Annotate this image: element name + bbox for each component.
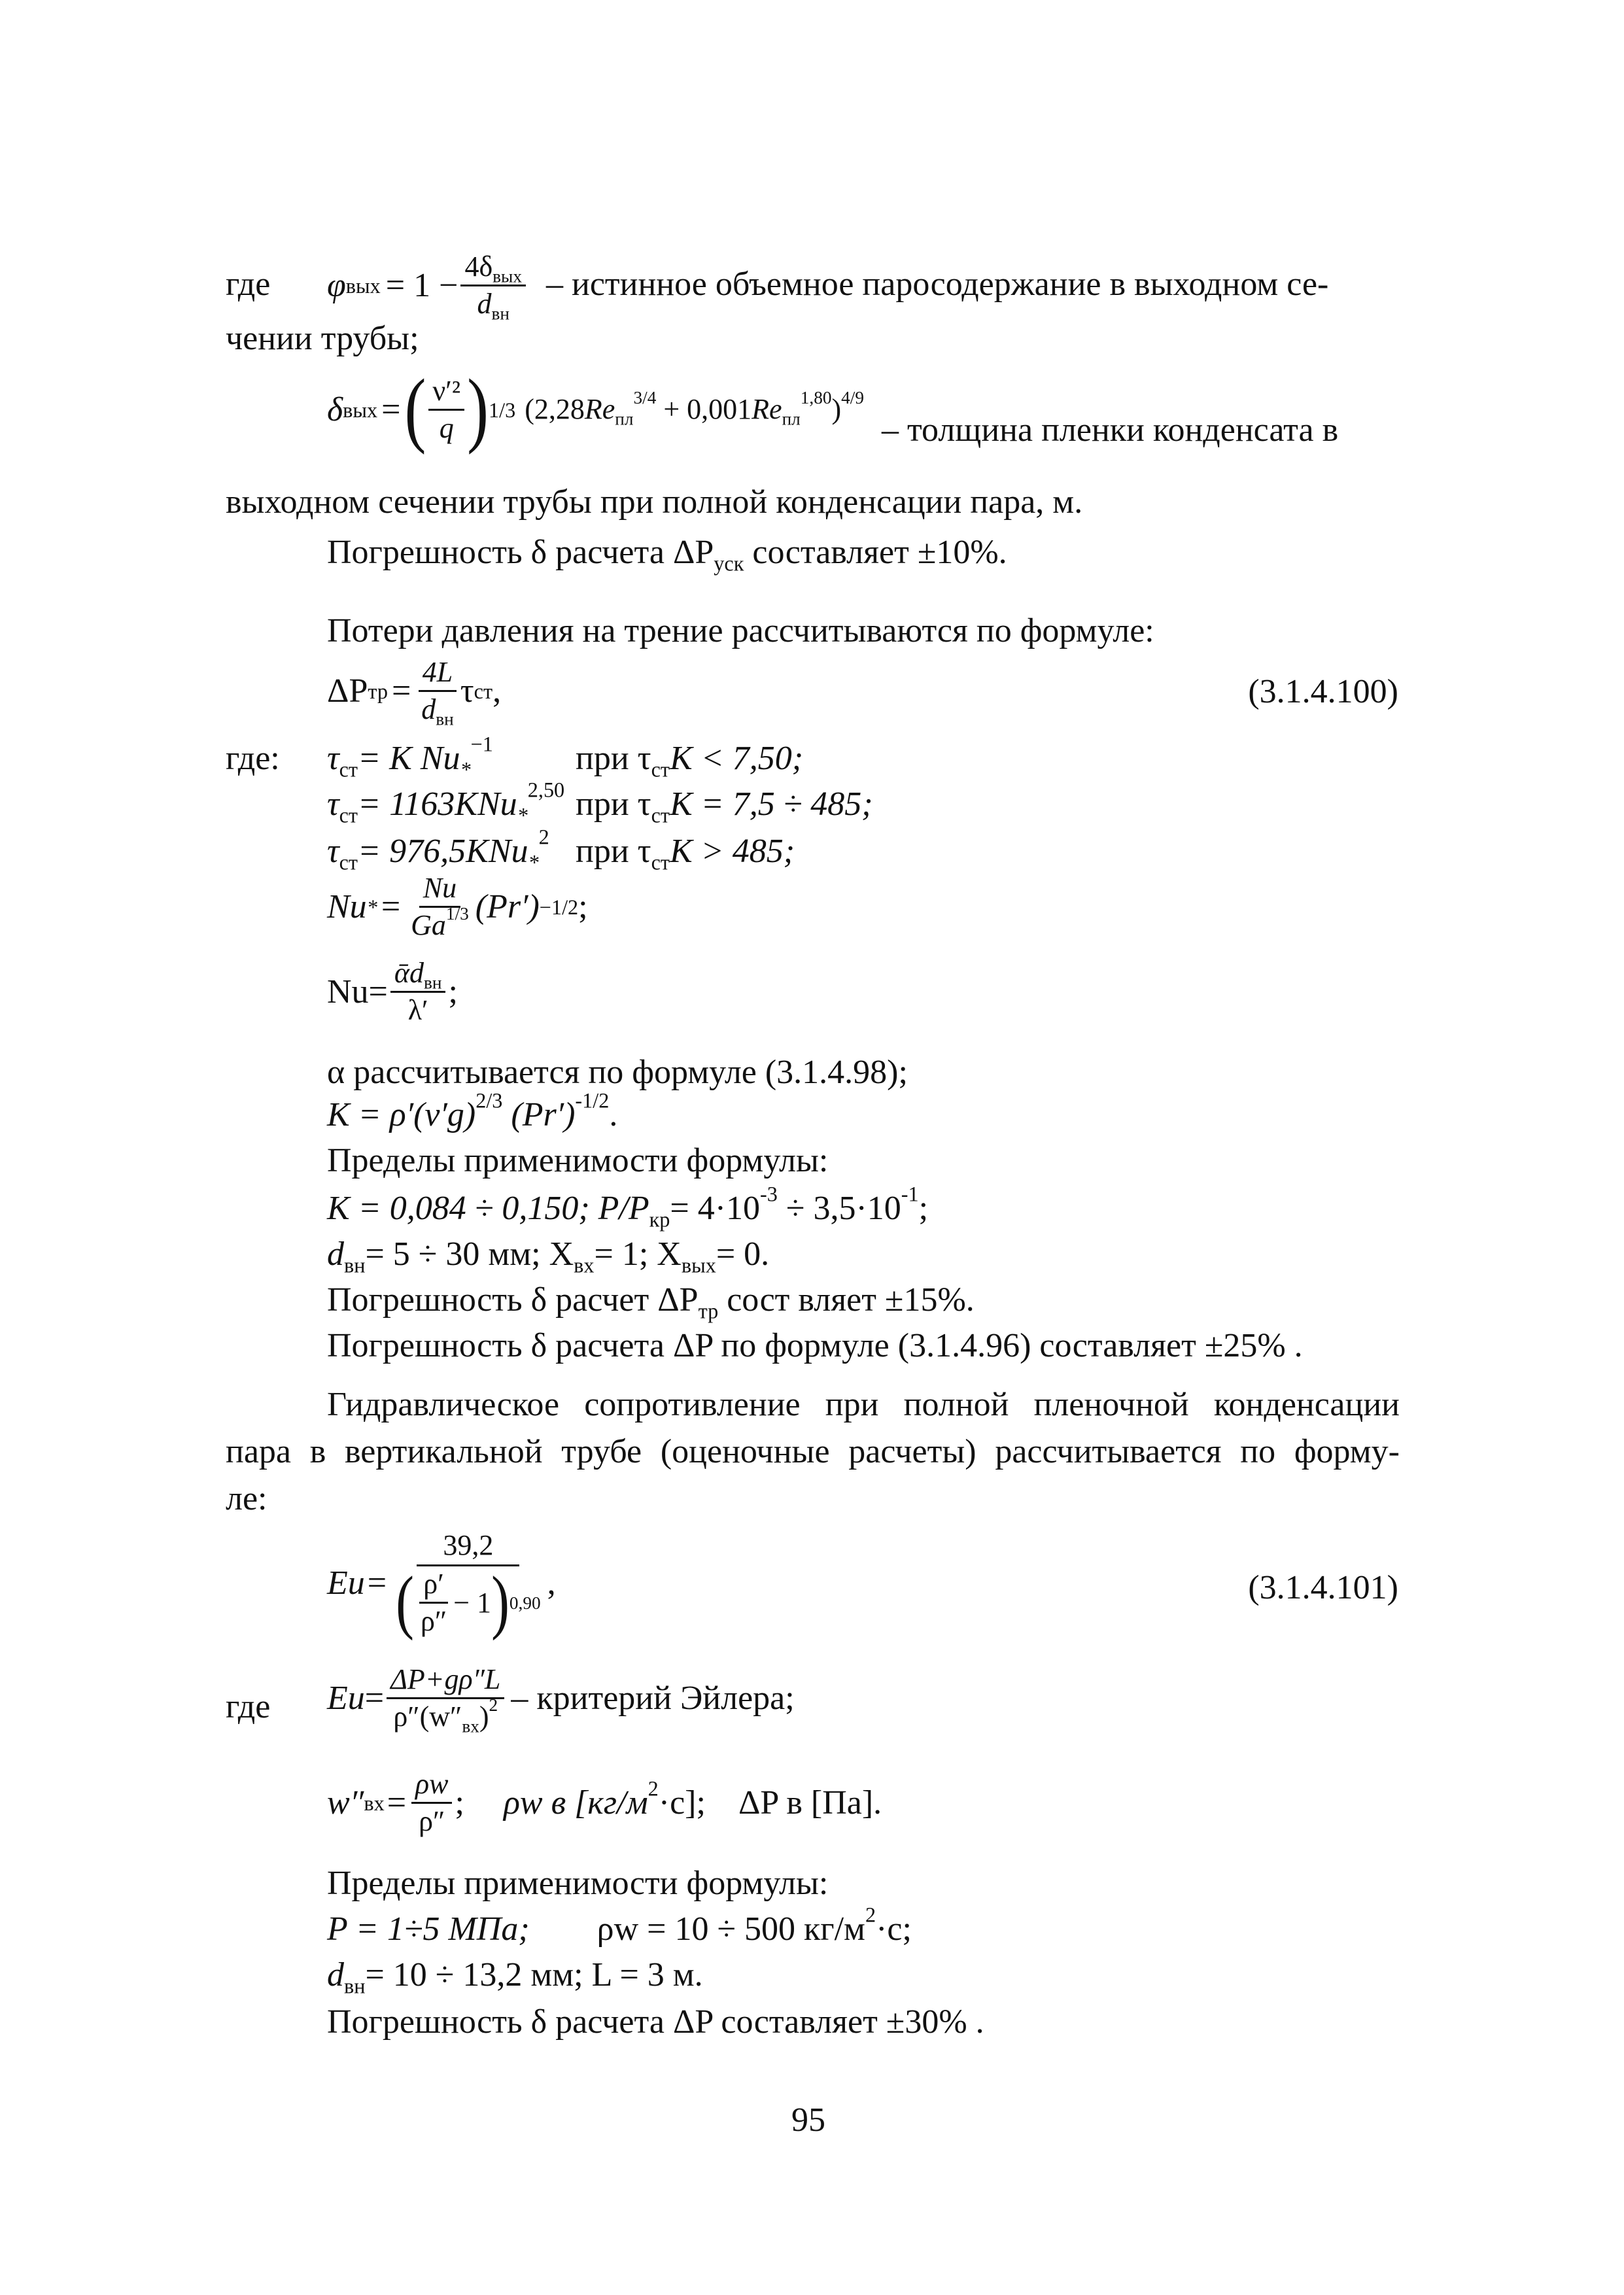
tau-condition-2: при $\tau_{ст}K = 7,5 \div 485$;: [576, 785, 873, 827]
limits-line-2: $d_{вн}= 5 \div 30$ мм; $X_{вх}= 1$; $X_{вых}= 0$.: [327, 1235, 770, 1277]
limits-title-2: Пределы применимости формулы:: [327, 1865, 829, 1902]
limits-line-4: $d_{вн}= 10 \div 13,2$ мм; L = 3 м.: [327, 1956, 703, 1998]
euler-equation: Eu = 39,2 ( $\frac{\rho'}{\rho''}$ − 1 ) 0,90 ,: [327, 1529, 556, 1642]
paragraph-line-1: Гидравлическое сопротивление при полной пленочной конденсации: [327, 1386, 1400, 1423]
k-definition: $K = \rho'(\nu'g)^{2/3}$ $(Pr')^{-1/2}$.: [327, 1088, 618, 1133]
delta-description-cont: выходном сечении трубы при полной конденсации пара, м.: [226, 483, 1083, 521]
delta-formula: δ вых = ( $\frac{\text{ν′²}}{q}$ ) 1/3 $(2,28Re_{пл}^{3/4} + 0,001Re_{пл}^{1,80})^{4/9}$: [327, 362, 864, 456]
w-definition: w″ вх = $\frac{\rho w}{\rho''}$ ; ρw в $[кг/м^2\cdot с]$; ΔP в [Па].: [327, 1768, 882, 1838]
phi-description-cont: чении трубы;: [226, 320, 419, 357]
where-label-1: где: [226, 266, 271, 303]
equation-number-101: (3.1.4.101): [1248, 1569, 1398, 1606]
euler-definition: Eu = $\frac{\Delta P+g\rho''L}{\rho''(w''_{вх})^2}$ – критерий Эйлера;: [327, 1663, 795, 1736]
tau-line-3: $\tau_{ст}= 976,5KNu_*^2$: [327, 825, 549, 874]
tau-line-2: $\tau_{ст}= 1163KNu_*^{2,50}$: [327, 778, 565, 827]
phi-description: – истинное объемное паросодержание в выходном се-: [546, 266, 1329, 303]
tau-condition-3: при $\tau_{ст}K > 485$;: [576, 833, 795, 874]
where-label-2: где:: [226, 740, 280, 777]
limits-line-3: P = 1÷5 МПа; ρw = 10 ÷ 500 $кг/м^2\cdot с$;: [327, 1903, 912, 1948]
limits-title-1: Пределы применимости формулы:: [327, 1142, 829, 1179]
phi-formula: φ вых = 1 − $\frac{4\delta_{вых}}{d_{вн}}$: [327, 252, 528, 319]
error-total: Погрешность δ расчета ΔP по формуле (3.1.4.96) составляет ±25% .: [327, 1327, 1303, 1364]
error-euler: Погрешность δ расчета ΔP составляет ±30% .: [327, 2003, 984, 2041]
friction-intro: Потери давления на трение рассчитываются по формуле:: [327, 612, 1154, 649]
alpha-line: α рассчитывается по формуле (3.1.4.98);: [327, 1054, 908, 1091]
error-friction: Погрешность δ расчет $\Delta P_{тр}$ сост вляет ±15%.: [327, 1281, 975, 1323]
limits-line-1: K = 0,084 ÷ 0,150; $P/P_{кр}= 4\cdot 10^{-3} \div 3,5\cdot 10^{-1}$;: [327, 1182, 929, 1232]
nu-formula: Nu= $\frac{ᾱd_{вн}}{\lambda'}$ ;: [327, 957, 458, 1027]
error-acceleration: Погрешность δ расчета $\Delta P_{уск}$ составляет ±10%.: [327, 534, 1007, 576]
where-label-3: где: [226, 1688, 271, 1725]
nu-star-formula: Nu * = $\frac{Nu}{Ga^{1/3}}$ (Pr′) −1/2 ;: [327, 872, 588, 942]
tau-line-1: $\tau_{ст}= K$ $Nu_*^{-1}$: [327, 732, 493, 782]
page-number: 95: [791, 2101, 825, 2139]
equation-number-100: (3.1.4.100): [1248, 673, 1398, 710]
delta-description: – толщина пленки конденсата в: [882, 411, 1339, 449]
friction-equation: ΔP тр = $\frac{4L}{d_{вн}}$ τ ст ,: [327, 656, 502, 729]
paragraph-line-3: ле:: [226, 1480, 268, 1517]
paragraph-line-2: пара в вертикальной трубе (оценочные расчеты) рассчитывается по форму-: [226, 1433, 1400, 1470]
tau-condition-1: при $\tau_{ст}K < 7,50$;: [576, 740, 804, 782]
